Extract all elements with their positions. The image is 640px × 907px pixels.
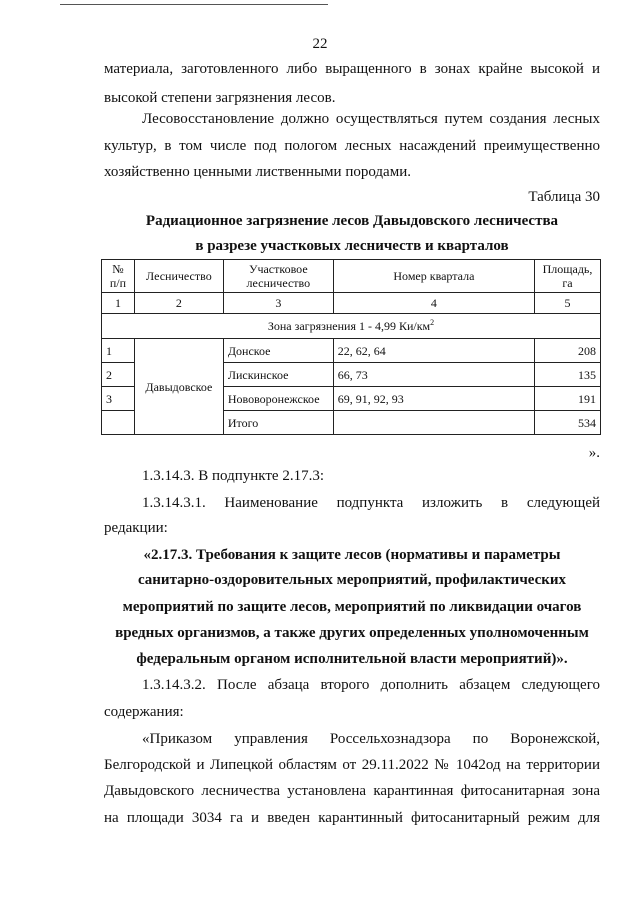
column-number: 3 [223, 293, 333, 314]
table-column-numbers [102, 293, 601, 314]
header-district: Участковое лесничество [223, 260, 333, 293]
column-number: 5 [535, 293, 601, 314]
district-cell: Нововоронежское [223, 387, 333, 411]
district-cell: Лискинское [223, 363, 333, 387]
paragraph-line: редакции: [104, 520, 168, 536]
zone-label: Зона загрязнения 1 - 4,99 $Ки/км^2$ [102, 314, 601, 339]
top-rule [60, 4, 328, 5]
table-row [102, 339, 601, 363]
zone-row [102, 314, 601, 339]
paragraph-line: 1.3.14.3. В подпункте 2.17.3: [142, 468, 325, 484]
header-number: № п/п [102, 260, 135, 293]
row-number: 2 [102, 363, 135, 387]
total-label: Итого [223, 411, 333, 435]
table-label: Таблица 30 [528, 189, 600, 205]
paragraph-line: материала, заготовленного либо выращенного в зонах крайне высокой и [104, 61, 600, 77]
total-area: 534 [535, 411, 601, 435]
paragraph-line: «Приказом управления Россельхознадзора по Воронежской, [142, 731, 600, 747]
column-number: 1 [102, 293, 135, 314]
paragraph-line: на площади 3034 га и введен карантинный фитосанитарный режим для [104, 810, 600, 826]
area-cell: 208 [535, 339, 601, 363]
heading-line: вредных организмов, а также других определенных уполномоченным [115, 625, 589, 641]
heading-line: «2.17.3. Требования к защите лесов (нормативы и параметры [143, 547, 561, 563]
paragraph-line: 1.3.14.3.2. После абзаца второго дополнить абзацем следующего [142, 677, 600, 693]
table-title: в разрезе участковых лесничеств и кварталов [195, 238, 509, 254]
area-cell: 191 [535, 387, 601, 411]
paragraph-line: содержания: [104, 704, 184, 720]
paragraph-line: хозяйственно ценными лиственными породами. [104, 164, 411, 180]
heading-line: санитарно-оздоровительных мероприятий, профилактических [137, 572, 567, 588]
header-quarter: Номер квартала [333, 260, 534, 293]
row-number: 3 [102, 387, 135, 411]
area-cell: 135 [535, 363, 601, 387]
header-area: Площадь, га [535, 260, 601, 293]
header-forestry: Лесничество [134, 260, 223, 293]
column-number: 4 [333, 293, 534, 314]
quarters-cell: 69, 91, 92, 93 [333, 387, 534, 411]
heading-line: федеральным органом исполнительной власти мероприятий)». [136, 651, 568, 667]
paragraph-line: высокой степени загрязнения лесов. [104, 90, 336, 106]
table-title: Радиационное загрязнение лесов Давыдовского лесничества [145, 213, 559, 229]
closing-quote: ». [588, 445, 600, 461]
column-number: 2 [134, 293, 223, 314]
quarters-cell [333, 411, 534, 435]
quarters-cell: 66, 73 [333, 363, 534, 387]
paragraph-line: Давыдовского лесничества установлена карантинная фитосанитарная зона [104, 783, 600, 799]
table-header-row [102, 260, 601, 293]
forestry-name: Давыдовское [134, 339, 223, 435]
contamination-table [101, 259, 601, 435]
paragraph-line: Белгородской и Липецкой областям от 29.11.2022 № 1042од на территории [104, 757, 600, 773]
quarters-cell: 22, 62, 64 [333, 339, 534, 363]
row-number [102, 411, 135, 435]
page-number: 22 [312, 36, 328, 52]
district-cell: Донское [223, 339, 333, 363]
paragraph-line: культур, в том числе под пологом лесных насаждений преимущественно [104, 138, 600, 154]
heading-line: мероприятий по защите лесов, мероприятий по ликвидации очагов [122, 599, 582, 615]
row-number: 1 [102, 339, 135, 363]
paragraph-line: Лесовосстановление должно осуществляться путем создания лесных [142, 111, 600, 127]
paragraph-line: 1.3.14.3.1. Наименование подпункта изложить в следующей [142, 495, 600, 511]
